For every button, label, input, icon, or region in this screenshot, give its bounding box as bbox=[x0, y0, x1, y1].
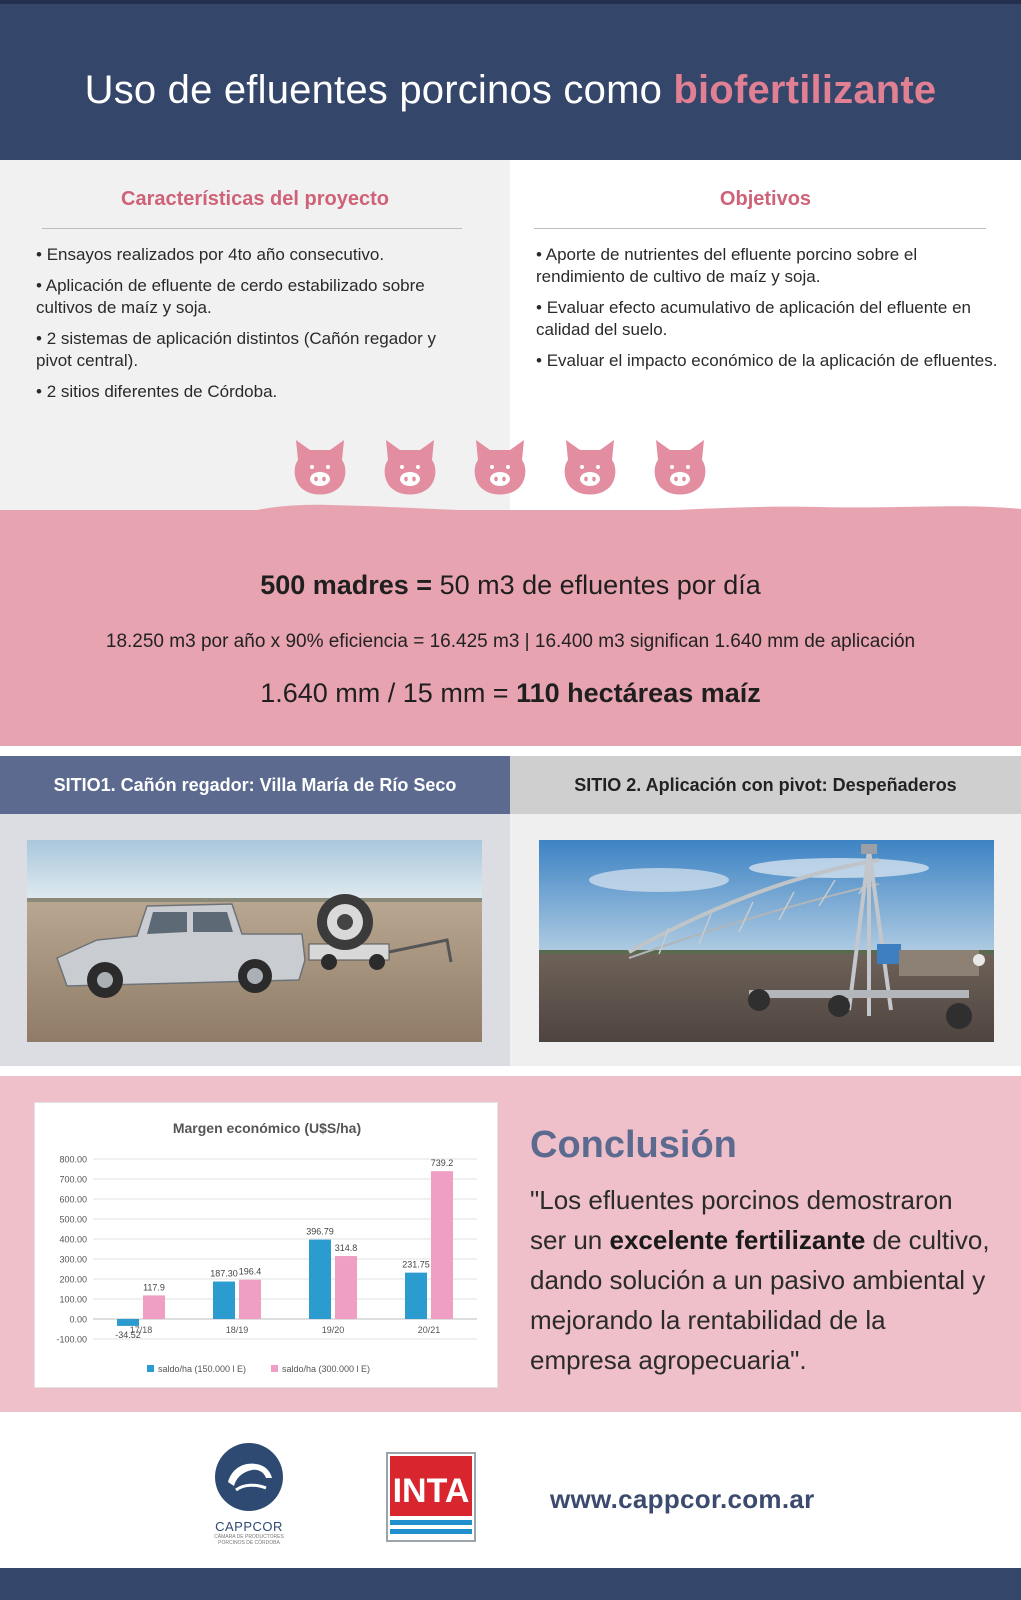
y-tick-label: 400.00 bbox=[59, 1234, 87, 1245]
divider bbox=[534, 228, 986, 229]
list-item: • Aplicación de efluente de cerdo estabilizado sobre cultivos de maíz y soja. bbox=[36, 275, 476, 319]
legend-label: saldo/ha (300.000 l E) bbox=[282, 1364, 371, 1374]
bar bbox=[143, 1295, 165, 1319]
legend-swatch bbox=[271, 1365, 278, 1372]
y-tick-label: 200.00 bbox=[59, 1274, 87, 1285]
bar bbox=[405, 1273, 427, 1319]
inta-label: INTA bbox=[392, 1472, 470, 1510]
y-tick-label: 600.00 bbox=[59, 1194, 87, 1205]
y-tick-label: 100.00 bbox=[59, 1294, 87, 1305]
eq1-rest: 50 m3 de efluentes por día bbox=[432, 570, 761, 600]
bar bbox=[431, 1171, 453, 1319]
eq1-bold: 500 madres = bbox=[260, 570, 433, 600]
y-tick-label: -100.00 bbox=[56, 1334, 87, 1345]
equation-volume: 18.250 m3 por año x 90% eficiencia = 16.425 m3 | 16.400 m3 significan 1.640 mm de aplicación bbox=[105, 631, 916, 652]
equation-madres bbox=[0, 570, 1021, 601]
site2-photo bbox=[539, 840, 994, 1042]
bar bbox=[309, 1240, 331, 1319]
site1-heading: SITIO1. Cañón regador: Villa María de Río Seco bbox=[0, 756, 510, 814]
page-title bbox=[0, 68, 1021, 113]
caracteristicas-list bbox=[36, 244, 476, 412]
pig-icon bbox=[378, 434, 442, 498]
bar bbox=[335, 1256, 357, 1319]
bar bbox=[213, 1282, 235, 1319]
data-label: 187.30 bbox=[210, 1268, 238, 1279]
cappcor-name: CAPPCOR bbox=[215, 1519, 283, 1534]
list-item: • Evaluar el impacto económico de la aplicación de efluentes. bbox=[536, 350, 1006, 372]
caracteristicas-title: Características del proyecto bbox=[121, 188, 389, 210]
title-accent: biofertilizante bbox=[673, 68, 937, 112]
data-label: 739.2 bbox=[430, 1158, 454, 1169]
eq3-bold: 110 hectáreas maíz bbox=[516, 678, 761, 708]
cappcor-subtitle-2: PORCINOS DE CÓRDOBA bbox=[218, 1540, 280, 1546]
conclusion-band bbox=[0, 1076, 1021, 1412]
y-tick-label: 300.00 bbox=[59, 1254, 87, 1265]
cappcor-emblem-icon bbox=[214, 1442, 284, 1512]
website-link[interactable]: www.cappcor.com.ar bbox=[550, 1484, 815, 1514]
list-item: • Evaluar efecto acumulativo de aplicación del efluente en calidad del suelo. bbox=[536, 297, 1006, 341]
x-tick-label: 19/20 bbox=[321, 1325, 345, 1335]
title-main: Uso de efluentes porcinos como bbox=[84, 68, 674, 112]
divider bbox=[42, 228, 462, 229]
x-tick-label: 17/18 bbox=[129, 1325, 153, 1335]
margin-chart bbox=[34, 1102, 498, 1388]
conclusion-text-b: de cultivo, dando solución a un pasivo ambiental y mejorando la rentabilidad de la empresa agropecuaria". bbox=[530, 1225, 990, 1375]
list-item: • Aporte de nutrientes del efluente porcino sobre el rendimiento de cultivo de maíz y soja. bbox=[536, 244, 1006, 288]
x-tick-label: 18/19 bbox=[225, 1325, 249, 1335]
data-label: -34.52 bbox=[115, 1329, 141, 1340]
objetivos-title: Objetivos bbox=[719, 188, 812, 210]
cappcor-logo bbox=[204, 1442, 294, 1546]
site1-panel bbox=[0, 814, 510, 1066]
wave-divider bbox=[0, 495, 1021, 535]
inta-logo bbox=[386, 1452, 476, 1542]
list-item: • 2 sitios diferentes de Córdoba. bbox=[36, 381, 476, 403]
list-item: • 2 sistemas de aplicación distintos (Cañón regador y pivot central). bbox=[36, 328, 476, 372]
data-label: 231.75 bbox=[402, 1259, 430, 1270]
eq3-rest: 1.640 mm / 15 mm = bbox=[260, 678, 517, 708]
bottom-bar bbox=[0, 1568, 1021, 1600]
margin-chart-svg bbox=[35, 1103, 499, 1389]
y-tick-label: 800.00 bbox=[59, 1154, 87, 1165]
conclusion-text bbox=[530, 1180, 990, 1380]
pig-icons-row bbox=[288, 434, 718, 498]
data-label: 117.9 bbox=[143, 1282, 165, 1293]
data-label: 196.4 bbox=[238, 1266, 262, 1277]
y-tick-label: 700.00 bbox=[59, 1174, 87, 1185]
conclusion-text-bold: excelente fertilizante bbox=[609, 1225, 866, 1255]
conclusion-title: Conclusión bbox=[530, 1124, 737, 1166]
equation-band bbox=[0, 510, 1021, 746]
equation-hectareas bbox=[0, 678, 1021, 709]
conclusion-text-a: "Los efluentes porcinos demostraron ser un bbox=[530, 1185, 953, 1255]
data-label: 314.8 bbox=[334, 1243, 358, 1254]
footer bbox=[0, 1412, 1021, 1568]
bar bbox=[239, 1280, 261, 1319]
list-item: • Ensayos realizados por 4to año consecutivo. bbox=[36, 244, 476, 266]
y-tick-label: 500.00 bbox=[59, 1214, 87, 1225]
y-tick-label: 0.00 bbox=[69, 1314, 87, 1325]
site2-panel bbox=[510, 814, 1021, 1066]
chart-title: Margen económico (U$S/ha) bbox=[172, 1120, 362, 1136]
pig-icon bbox=[648, 434, 712, 498]
header-banner bbox=[0, 0, 1021, 160]
legend-swatch bbox=[147, 1365, 154, 1372]
data-label: 396.79 bbox=[306, 1226, 334, 1237]
site2-heading: SITIO 2. Aplicación con pivot: Despeñaderos bbox=[510, 756, 1021, 814]
pig-icon bbox=[558, 434, 622, 498]
pig-icon bbox=[288, 434, 352, 498]
legend-label: saldo/ha (150.000 l E) bbox=[158, 1364, 247, 1374]
x-tick-label: 20/21 bbox=[417, 1325, 441, 1335]
pig-icon bbox=[468, 434, 532, 498]
cappcor-subtitle-1: CÁMARA DE PRODUCTORES bbox=[214, 1534, 284, 1540]
objetivos-list bbox=[536, 244, 1006, 381]
site1-photo bbox=[27, 840, 482, 1042]
